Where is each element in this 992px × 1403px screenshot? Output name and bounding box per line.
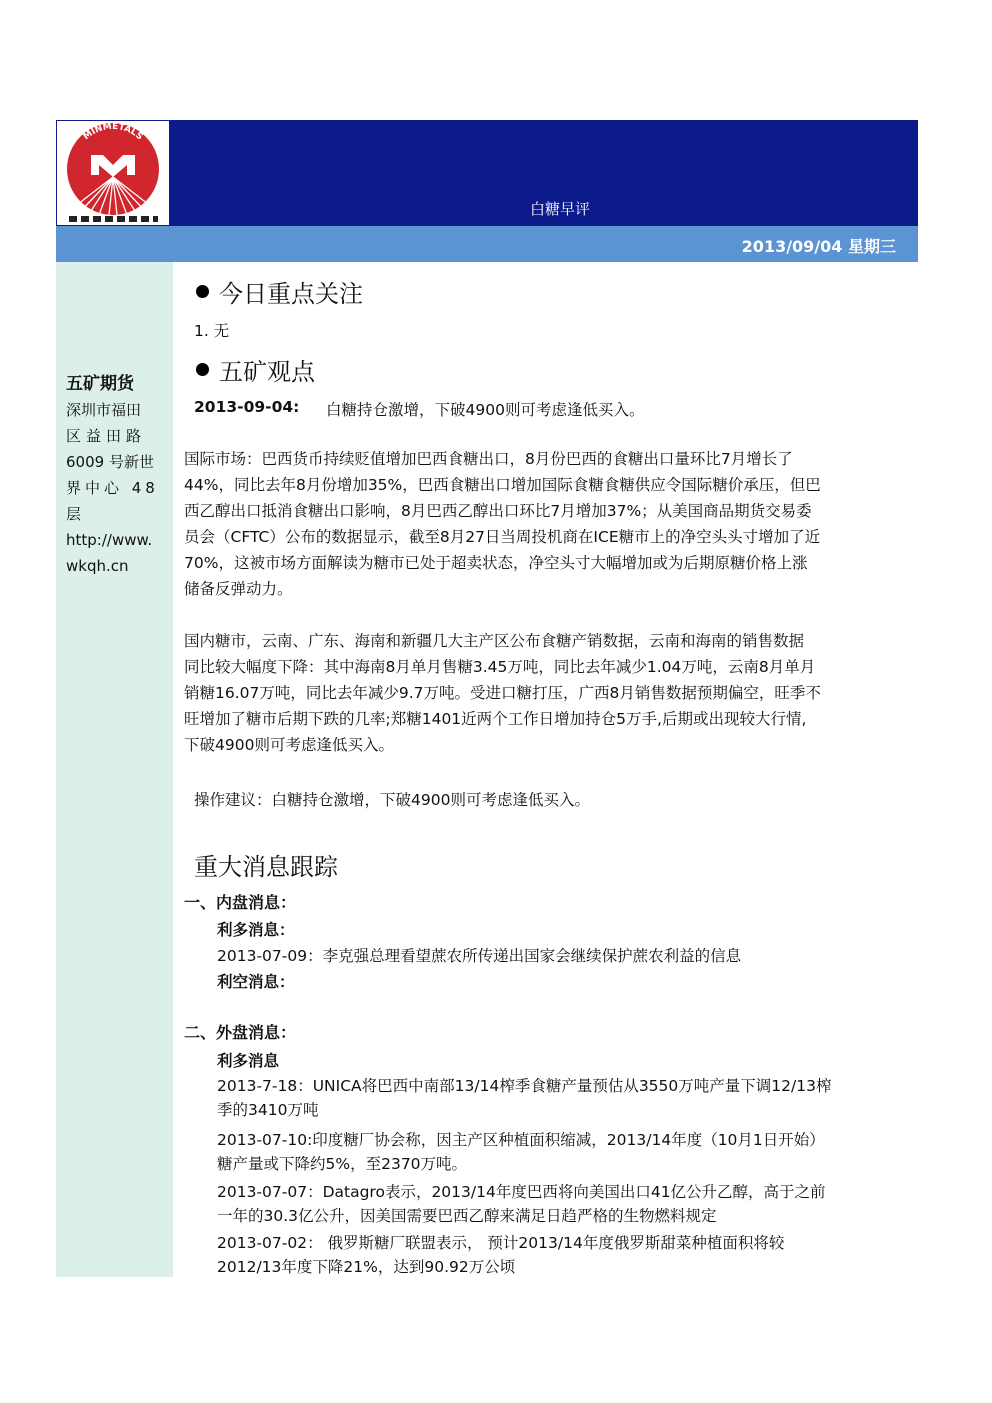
header-band <box>56 120 918 226</box>
focus-item: 1. 无 <box>194 322 230 340</box>
news-line: 糖产量或下降约5%，至2370万吨。 <box>217 1155 468 1173</box>
foreign-bull-label: 利多消息 <box>217 1052 280 1070</box>
paragraph-line: 销糖16.07万吨，同比去年减少9.7万吨。受进口糖打压，广西8月销售数据预期偏空，旺季不 <box>184 684 821 702</box>
paragraph-line: 下破4900则可考虑逢低买入。 <box>184 736 394 754</box>
paragraph-line: 储备反弹动力。 <box>184 580 293 598</box>
paragraph-line: 44%，同比去年8月份增加35%，巴西食糖出口增加国际食糖食糖供应令国际糖价承压，但巴 <box>184 476 821 494</box>
news-item <box>217 1180 917 1228</box>
address-line: 深圳市福田 <box>66 401 142 419</box>
news-line: 2013-7-18：UNICA将巴西中南部13/14榨季食糖产量预估从3550万吨产量下调12/13榨 <box>217 1077 832 1095</box>
bullet-icon <box>196 363 209 376</box>
news-item <box>217 1074 917 1122</box>
company-name: 五矿期货 <box>66 374 134 394</box>
report-date: 2013/09/04 星期三 <box>741 237 896 256</box>
paragraph-line: 国内糖市，云南、广东、海南和新疆几大主产区公布食糖产销数据，云南和海南的销售数据 <box>184 632 805 650</box>
domestic-bull-label: 利多消息： <box>217 921 295 939</box>
view-summary: 白糖持仓激增，下破4900则可考虑逢低买入。 <box>326 401 645 419</box>
news-line: 季的3410万吨 <box>217 1101 319 1119</box>
logo-arc-text: MINMETALS <box>81 121 145 143</box>
address-line: 区益田路 <box>66 427 147 445</box>
news-item <box>217 1231 917 1279</box>
address-link[interactable]: wkqh.cn <box>66 557 129 575</box>
news-line: 2013-07-02： 俄罗斯糖厂联盟表示， 预计2013/14年度俄罗斯甜菜种植面积将较 <box>217 1234 785 1252</box>
view-heading <box>196 352 315 387</box>
address-line: 层 <box>66 505 82 523</box>
address-line: 界中心 48 <box>66 479 159 497</box>
view-heading-text: 五矿观点 <box>219 358 315 386</box>
report-title: 白糖早评 <box>529 200 590 218</box>
paragraph-line: 旺增加了糖市后期下跌的几率;郑糖1401近两个工作日增加持仓5万手,后期或出现较大行情, <box>184 710 807 728</box>
foreign-news-label: 二、外盘消息： <box>184 1023 297 1042</box>
company-logo <box>57 121 169 225</box>
news-line: 2013-07-07：Datagro表示，2013/14年度巴西将向美国出口41亿公升乙醇，高于之前 <box>217 1183 826 1201</box>
news-item: 2013-07-09：李克强总理看望蔗农所传递出国家会继续保护蔗农利益的信息 <box>217 947 742 965</box>
domestic-news-label: 一、内盘消息： <box>184 893 297 912</box>
news-line: 2012/13年度下降21%，达到90.92万公顷 <box>217 1258 516 1276</box>
paragraph-line: 西乙醇出口抵消食糖出口影响，8月巴西乙醇出口环比7月增加37%；从美国商品期货交易委 <box>184 502 812 520</box>
company-address <box>66 397 166 579</box>
focus-heading-text: 今日重点关注 <box>219 280 363 308</box>
intl-market-paragraph <box>184 446 918 602</box>
bullet-icon <box>196 285 209 298</box>
address-line: 6009 号新世 <box>66 453 154 471</box>
trading-advice: 操作建议：白糖持仓激增，下破4900则可考虑逢低买入。 <box>194 791 590 809</box>
news-line: 一年的30.3亿公升，因美国需要巴西乙醇来满足日趋严格的生物燃料规定 <box>217 1207 717 1225</box>
domestic-market-paragraph <box>184 628 918 758</box>
paragraph-line: 同比较大幅度下降：其中海南8月单月售糖3.45万吨，同比去年减少1.04万吨，云南8月单月 <box>184 658 816 676</box>
view-date-label: 2013-09-04: <box>194 398 300 416</box>
news-line: 2013-07-10:印度糖厂协会称，因主产区种植面积缩减，2013/14年度（10月1日开始） <box>217 1131 825 1149</box>
paragraph-line: 员会（CFTC）公布的数据显示，截至8月27日当周投机商在ICE糖市上的净空头头寸增加了近 <box>184 528 821 546</box>
paragraph-line: 70%，这被市场方面解读为糖市已处于超卖状态，净空头寸大幅增加或为后期原糖价格上涨 <box>184 554 808 572</box>
date-band <box>56 226 918 262</box>
domestic-bear-label: 利空消息： <box>217 973 295 991</box>
focus-heading <box>196 274 363 309</box>
paragraph-line: 国际市场：巴西货币持续贬值增加巴西食糖出口，8月份巴西的食糖出口量环比7月增长了 <box>184 450 793 468</box>
news-item <box>217 1128 917 1176</box>
minmetals-logo-icon <box>57 121 169 225</box>
news-heading: 重大消息跟踪 <box>194 853 338 881</box>
address-link[interactable]: http://www. <box>66 531 153 549</box>
